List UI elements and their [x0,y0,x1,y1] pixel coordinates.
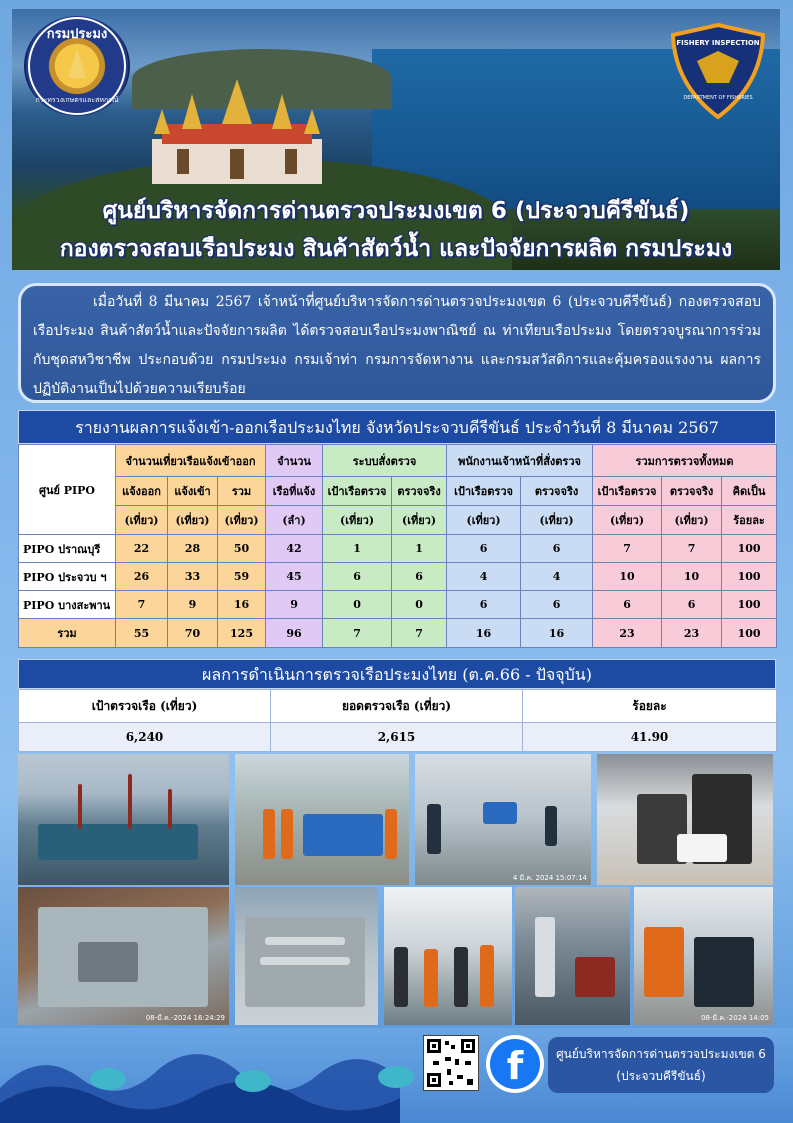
footer-line2: (ประจวบคีรีขันธ์) [616,1069,706,1083]
cell-in: 28 [168,535,218,563]
banner-title-line2: กองตรวจสอบเรือประมง สินค้าสัตว์น้ำ และปัจจัยการผลิต กรมประมง [59,236,733,262]
header-system: ระบบสั่งตรวจ [323,445,447,477]
center-name: PIPO ปราณบุรี [19,535,116,563]
cell-sum: 50 [218,535,266,563]
center-name-total: รวม [19,619,116,648]
table-row [19,535,777,563]
fish-icon [378,1066,414,1088]
sub-percent: คิดเป็น [722,477,777,506]
unit-trip: (เที่ยว) [662,506,722,535]
cell-sum: 59 [218,563,266,591]
fish-icon [235,1070,271,1092]
cell-sum: 16 [218,591,266,619]
cell-boats: 42 [266,535,323,563]
photo-document-check [597,754,773,885]
perf-header-percent: ร้อยละ [523,690,777,723]
intro-paragraph-box [18,283,776,403]
cell-tot-target: 10 [593,563,662,591]
unit-boat: (ลำ) [266,506,323,535]
sub-in: แจ้งเข้า [168,477,218,506]
facebook-icon[interactable]: f [490,1039,540,1089]
cell-sys-actual: 6 [392,563,447,591]
cell-off-target: 16 [447,619,521,648]
header-center: ศูนย์ PIPO [19,445,116,535]
perf-value-target: 6,240 [19,723,271,752]
sub-sum: รวม [218,477,266,506]
fishery-inspection-logo [667,21,769,121]
svg-text:กรมประมง: กรมประมง [46,27,108,42]
fish-icon [90,1068,126,1090]
intro-text: เมื่อวันที่ 8 มีนาคม 2567 เจ้าหน้าที่ศูนย์บริหารจัดการด่านตรวจประมงเขต 6 (ประจวบคีรีขันธ์) กองตรวจสอบเรือประมง สินค้าสัตว์น้ำและปัจจัยการผลิต ได้ตรวจสอบเรือประมงพาณิชย์ ณ ท่าเทียบเรือประมง โดยตรวจบูรณาการร่วมกับชุดสหวิชาชีพ ประกอบด้วย กรมประมง กรมเจ้าท่า กรมการจัดหางาน และกรมสวัสดิการและคุ้มครองแรงงาน ผลการปฏิบัติงานเป็นไปด้วยความเรียบร้อย [33,294,761,397]
cell-sum: 125 [218,619,266,648]
photo-boat-deck [515,887,630,1025]
cell-boats: 45 [266,563,323,591]
cell-sys-target: 0 [323,591,392,619]
cell-tot-actual: 10 [662,563,722,591]
center-name: PIPO บางสะพาน [19,591,116,619]
cell-sys-actual: 1 [392,535,447,563]
cell-off-actual: 6 [521,535,593,563]
cell-tot-target: 7 [593,535,662,563]
unit-trip: (เที่ยว) [521,506,593,535]
sub-sys-target: เป้าเรือตรวจ [323,477,392,506]
banner-title-line1: ศูนย์บริหารจัดการด่านตรวจประมงเขต 6 (ประจวบคีรีขันธ์) [102,198,690,224]
cell-boats: 96 [266,619,323,648]
cell-percent: 100 [722,591,777,619]
cell-tot-actual: 23 [662,619,722,648]
cell-in: 70 [168,619,218,648]
photo-officer-inspection [634,887,773,1025]
cell-sys-target: 1 [323,535,392,563]
photo-timestamp: 08-มี.ค.-2024 16:24:29 [145,1014,225,1022]
header-count: จำนวน [266,445,323,477]
cell-in: 9 [168,591,218,619]
photo-fishing-boats [18,754,229,885]
cell-out: 7 [116,591,168,619]
cell-off-target: 6 [447,591,521,619]
sub-off-actual: ตรวจจริง [521,477,593,506]
photo-fish-catch [235,887,378,1025]
unit-trip: (เที่ยว) [218,506,266,535]
unit-trip: (เที่ยว) [168,506,218,535]
sub-tot-target: เป้าเรือตรวจ [593,477,662,506]
report-title: รายงานผลการแจ้งเข้า-ออกเรือประมงไทย จังหวัดประจวบคีรีขันธ์ ประจำวันที่ 8 มีนาคม 2567 [18,410,776,444]
header-total: รวมการตรวจทั้งหมด [593,445,777,477]
sub-off-target: เป้าเรือตรวจ [447,477,521,506]
cell-off-target: 6 [447,535,521,563]
cell-off-actual: 16 [521,619,593,648]
photo-fish-hold [18,887,229,1025]
performance-title: ผลการดำเนินการตรวจเรือประมงไทย (ต.ค.66 - ปัจจุบัน) [18,659,776,689]
cell-sys-target: 6 [323,563,392,591]
cell-sys-actual: 0 [392,591,447,619]
cell-tot-actual: 7 [662,535,722,563]
unit-trip: (เที่ยว) [392,506,447,535]
footer-contact-box [548,1037,774,1093]
sub-boats: เรือที่แจ้ง [266,477,323,506]
cell-off-actual: 4 [521,563,593,591]
unit-percent: ร้อยละ [722,506,777,535]
report-table [18,444,777,648]
svg-text:กระทรวงเกษตรและสหกรณ์: กระทรวงเกษตรและสหกรณ์ [35,96,119,104]
photo-timestamp: 08-มี.ค.-2024 14:05 [701,1014,769,1022]
cell-off-actual: 6 [521,591,593,619]
cell-percent: 100 [722,563,777,591]
sub-sys-actual: ตรวจจริง [392,477,447,506]
cell-off-target: 4 [447,563,521,591]
photo-timestamp: 4 มี.ค. 2024 15:07:14 [512,874,587,882]
sub-out: แจ้งออก [116,477,168,506]
table-row [19,591,777,619]
perf-value-actual: 2,615 [271,723,523,752]
cell-sys-actual: 7 [392,619,447,648]
svg-text:FISHERY INSPECTION: FISHERY INSPECTION [676,39,760,47]
cell-tot-actual: 6 [662,591,722,619]
table-row-total [19,619,777,648]
cell-out: 26 [116,563,168,591]
photo-pier-inspection [415,754,591,885]
table-row [19,563,777,591]
cell-tot-target: 6 [593,591,662,619]
perf-header-target: เป้าตรวจเรือ (เที่ยว) [19,690,271,723]
photo-team-banner [235,754,409,885]
cell-out: 55 [116,619,168,648]
cell-percent: 100 [722,535,777,563]
header-trips: จำนวนเที่ยวเรือแจ้งเข้าออก [116,445,266,477]
unit-trip: (เที่ยว) [323,506,392,535]
temple-illustration [122,79,352,189]
cell-in: 33 [168,563,218,591]
perf-value-percent: 41.90 [523,723,777,752]
sub-tot-actual: ตรวจจริง [662,477,722,506]
cell-sys-target: 7 [323,619,392,648]
unit-trip: (เที่ยว) [593,506,662,535]
photo-team-group [384,887,512,1025]
cell-tot-target: 23 [593,619,662,648]
cell-percent: 100 [722,619,777,648]
center-name: PIPO ประจวบ ฯ [19,563,116,591]
perf-header-actual: ยอดตรวจเรือ (เที่ยว) [271,690,523,723]
header-officer: พนักงานเจ้าหน้าที่สั่งตรวจ [447,445,593,477]
unit-trip: (เที่ยว) [447,506,521,535]
cell-out: 22 [116,535,168,563]
qr-code-icon[interactable] [423,1035,479,1091]
unit-trip: (เที่ยว) [116,506,168,535]
header-banner [12,9,780,270]
svg-text:DEPARTMENT OF FISHERIES: DEPARTMENT OF FISHERIES [683,95,753,101]
footer-line1: ศูนย์บริหารจัดการด่านตรวจประมงเขต 6 [556,1047,766,1061]
performance-table [18,689,777,752]
department-of-fisheries-logo [24,16,130,116]
cell-boats: 9 [266,591,323,619]
